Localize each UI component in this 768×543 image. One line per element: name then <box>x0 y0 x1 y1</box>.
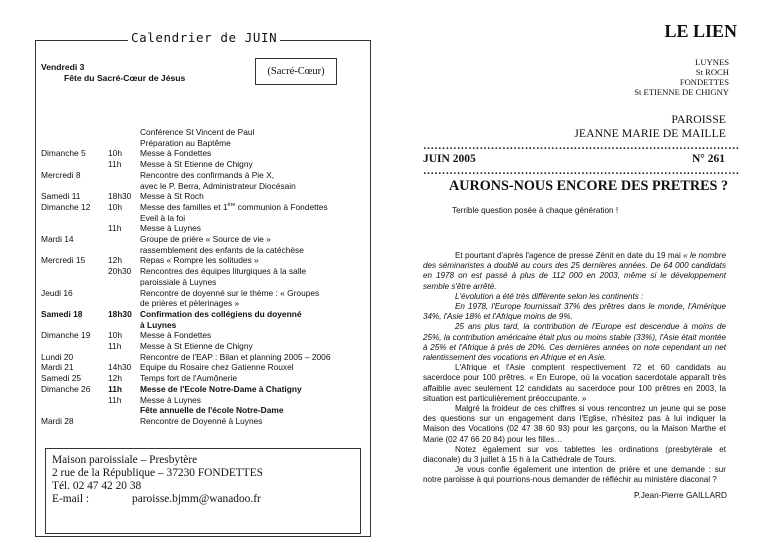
calendar-event-text <box>140 362 294 372</box>
dotted-rule-bottom: ………………………………………………………………………… <box>423 165 740 177</box>
article-headline: AURONS-NOUS ENCORE DES PRETRES ? <box>449 178 729 194</box>
newsletter-title: LE LIEN <box>664 21 737 41</box>
calendar-time: 12h <box>108 373 122 384</box>
calendar-event-text <box>140 330 211 340</box>
calendar-event-text <box>140 266 306 276</box>
event-text-tail: communion à Fondettes <box>235 201 328 212</box>
calendar-event-text <box>140 202 328 212</box>
event-text-main: Messe des familles et 1 <box>140 201 228 212</box>
place-fondettes: FONDETTES <box>679 77 729 87</box>
calendar-time: 10h <box>108 330 122 341</box>
calendar-day: Samedi 18 <box>41 308 83 319</box>
fete-sacre-coeur: Fête du Sacré-Cœur de Jésus <box>64 73 186 83</box>
calendar-time: 11h <box>108 394 122 405</box>
calendar-event-text <box>140 191 204 201</box>
calendar-event-text <box>140 170 274 180</box>
calendar-day: Jeudi 16 <box>41 287 73 298</box>
event-text-main: avec le P. Berra, Administrateur Diocésain <box>140 180 296 191</box>
address-line-1: Maison paroissiale – Presbytère <box>52 454 198 466</box>
calendar-day: Mardi 14 <box>41 234 74 244</box>
event-text-main: Préparation au Baptême <box>140 137 231 148</box>
calendar-event-text <box>140 373 237 383</box>
calendar-event-text <box>140 245 304 255</box>
calendar-event-text <box>140 288 319 298</box>
event-text-main: Groupe de prière « Source de vie » <box>140 234 271 244</box>
email-label: E-mail : <box>52 493 90 505</box>
paragraph-5-text: L'Afrique et l'Asie comptent respectivement 72 et 60 candidats au sacerdoce pour 100 prêtres. « En Europe, où la vocation sacerdotale apparaît très affaiblie avec seulement 12 candidats au sacerdoce pour 100 prêtres en 2003, la situation est particulièrement préoccupante. » <box>423 363 726 403</box>
article-subtitle: Terrible question posée à chaque génération ! <box>452 206 619 215</box>
event-text-main: Rencontre de Doyenné à Luynes <box>140 415 263 426</box>
paragraph-1-lead: Et pourtant d'après l'agence de presse Zénit en date du 19 mai <box>455 251 684 260</box>
calendar-event-text <box>140 416 262 426</box>
event-text-main: Messe à St Roch <box>140 191 204 202</box>
calendar-day: Mardi 28 <box>41 415 74 426</box>
event-text-main: paroissiale à Luynes <box>140 276 217 287</box>
place-luynes: LUYNES <box>695 57 729 67</box>
paroisse-label: PAROISSE <box>671 112 726 126</box>
event-text-main: Rencontre de l'EAP : Bilan et planning 2005 – 2006 <box>140 351 331 362</box>
calendar-day: Samedi 11 <box>41 191 81 202</box>
paroisse-name: JEANNE MARIE DE MAILLE <box>574 126 726 140</box>
sacre-coeur-box: (Sacré-Cœur) <box>255 58 337 85</box>
issue-date: JUIN 2005 <box>423 153 476 165</box>
paragraph-1 <box>423 251 726 292</box>
calendar-event-text <box>140 277 216 287</box>
calendar-event-text <box>140 405 283 415</box>
event-text-main: Messe à Fondettes <box>140 148 212 159</box>
calendar-day: Samedi 25 <box>41 373 82 384</box>
calendar-event-text <box>140 127 254 137</box>
paragraph-1-quote: « le nombre des séminaristes a doublé au cours des 25 dernières années. De 64 000 candidats en 1978 on est passé à plus de 112 000 en 2003, même si le développement semble s'être arrêté. <box>423 251 726 291</box>
event-text-main: Messe à Luynes <box>140 394 201 405</box>
calendar-event-text <box>140 298 239 308</box>
calendar-event-text <box>140 384 302 394</box>
calendar-event-text <box>140 181 296 191</box>
paragraph-6: Malgré la froideur de ces chiffres si vous rencontrez un jeune qui se pose des questions sur un engagement dans l'Eglise, n'hésitez pas à lui indiquer la Maison des Vocations (02 47 38 60 93) pour les garçons, ou la Maison Marthe et Marie (02 47 66 20 84) pour les filles… <box>423 404 726 444</box>
calendar-time: 12h <box>108 255 122 266</box>
event-superscript: ère <box>227 201 236 208</box>
calendar-event-text <box>140 309 301 319</box>
address-line-3: Tél. 02 47 42 20 38 <box>52 480 142 492</box>
calendar-event-text <box>140 138 231 148</box>
event-text-main: Messe de l'Ecole Notre-Dame à Chatigny <box>140 383 302 394</box>
calendar-event-text <box>140 213 185 223</box>
place-st-roch: St ROCH <box>695 67 729 77</box>
event-text-main: Rencontre de doyenné sur le thème : « Groupes <box>140 287 320 298</box>
calendar-time: 14h30 <box>108 362 132 373</box>
calendar-event-text <box>140 352 331 362</box>
article-body <box>423 225 726 486</box>
calendar-time: 11h <box>108 383 122 394</box>
event-text-main: de prières et pèlerinages » <box>140 298 240 309</box>
dotted-rule-top: ………………………………………………………………………… <box>423 140 740 152</box>
event-text-main: Confirmation des collégiens du doyenné <box>140 308 302 319</box>
event-text-main: Equipe du Rosaire chez Gatienne Rouxel <box>140 362 294 373</box>
calendar-event-text <box>140 148 211 158</box>
event-text-main: rassemblement des enfants de la catéchèse <box>140 244 304 255</box>
calendar-title: Calendrier de JUIN <box>128 30 280 45</box>
email-address[interactable]: paroisse.bjmm@wanadoo.fr <box>132 493 261 505</box>
event-text-main: Messe à Luynes <box>140 223 201 234</box>
calendar-time: 20h30 <box>108 266 132 277</box>
calendar-day: Lundi 20 <box>41 351 74 362</box>
calendar-time: 10h <box>108 148 122 159</box>
event-text-main: Messe à Fondettes <box>140 330 212 341</box>
calendar-day: Mercredi 8 <box>41 169 81 180</box>
calendar-event-text <box>140 255 259 265</box>
event-text-main: Repas « Rompre les solitudes » <box>140 255 259 266</box>
event-text-main: Messe à St Etienne de Chigny <box>140 341 253 351</box>
signature: P.Jean-Pierre GAILLARD <box>634 490 727 500</box>
calendar-event-text <box>140 320 176 330</box>
calendar-event-text <box>140 395 201 405</box>
calendar-time: 18h30 <box>108 191 132 202</box>
paragraph-7: Notez également sur vos tablettes les ordinations (presbytérale et diaconale) du 3 juillet à 15 h à la Cathédrale de Tours. <box>423 444 726 465</box>
calendar-event-text <box>140 223 201 233</box>
event-text-main: à Luynes <box>140 319 177 330</box>
calendar-day: Mercredi 15 <box>41 255 86 266</box>
calendar-event-text <box>140 159 253 169</box>
calendar-day: Dimanche 19 <box>41 330 91 341</box>
place-st-etienne: St ETIENNE DE CHIGNY <box>634 87 729 97</box>
paragraph-4: 25 ans plus tard, la contribution de l'Europe est descendue à moins de 25%, la contribution américaine était plus ou moins stable (33%), l'Asie était montée à 25% et l'Afrique à près de 20%. Ces dernières années on note cependant un net ralentissement des vocations en Afrique et en Asie. <box>423 322 726 363</box>
event-text-main: Rencontre des confirmands à Pie X, <box>140 169 275 180</box>
calendar-time: 10h <box>108 201 122 212</box>
paragraph-5 <box>423 363 726 404</box>
address-line-2: 2 rue de la République – 37230 FONDETTES <box>52 467 264 479</box>
calendar-time: 11h <box>108 223 122 234</box>
paragraph-3: En 1978, l'Europe fournissait 37% des prêtres dans le monde, l'Amérique 34%, l'Asie 18% et l'Afrique moins de 9%. <box>423 302 726 322</box>
paragraph-2: L'évolution a été très différente selon les continents : <box>455 291 644 301</box>
issue-number: N° 261 <box>691 153 725 165</box>
calendar-event-text <box>140 234 271 244</box>
event-text-main: Messe à St Etienne de Chigny <box>140 159 253 170</box>
calendar-time: 18h30 <box>108 308 132 319</box>
calendar-day: Dimanche 12 <box>41 201 91 212</box>
event-text-main: Temps fort de l'Aumônerie <box>140 373 238 384</box>
vendredi-label: Vendredi 3 <box>41 62 85 72</box>
calendar-time: 11h <box>108 159 122 170</box>
event-text-main: Fête annuelle de l'école Notre-Dame <box>140 405 284 416</box>
event-text-main: Eveil à la foi <box>140 212 186 223</box>
calendar-day: Dimanche 26 <box>41 383 91 394</box>
calendar-event-text <box>140 341 253 351</box>
calendar-day: Dimanche 5 <box>41 148 86 159</box>
event-text-main: Rencontres des équipes liturgiques à la salle <box>140 266 307 277</box>
paragraph-8: Je vous confie également une intention de prière et une demande : sur notre paroisse à qui pourrions-nous demander de réfléchir au ministère diaconal ? <box>423 465 726 485</box>
calendar-day: Mardi 21 <box>41 362 74 373</box>
calendar-time: 11h <box>108 341 122 351</box>
event-text-main: Conférence St Vincent de Paul <box>140 127 255 137</box>
